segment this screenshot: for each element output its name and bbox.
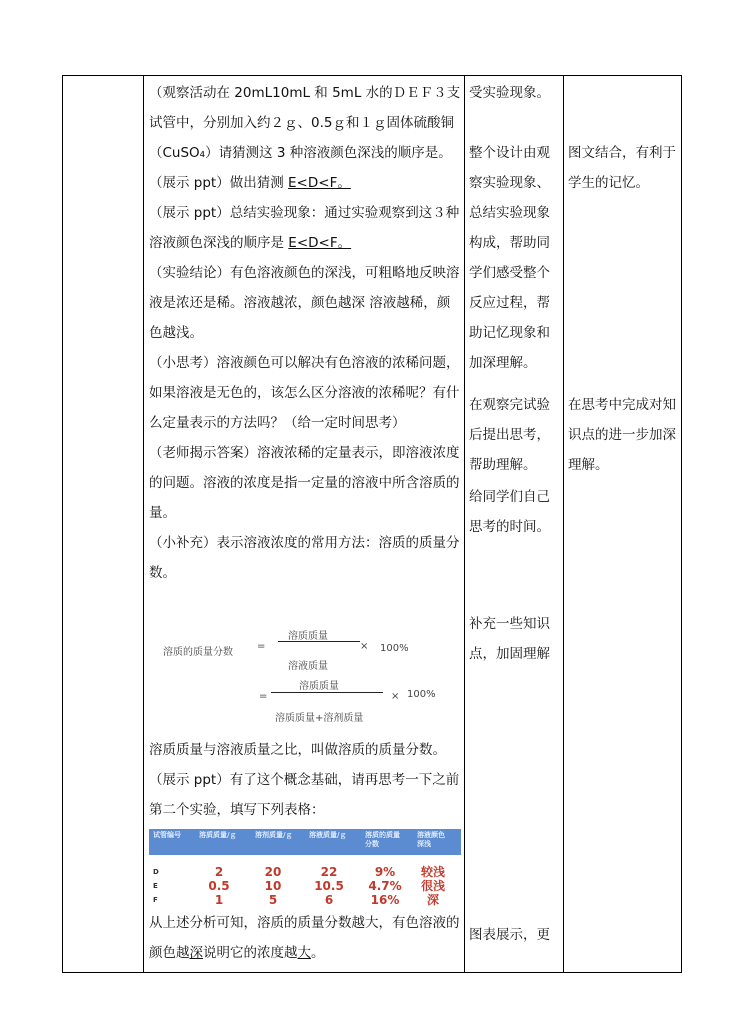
column-divider <box>563 76 564 972</box>
paragraph-observation: （观察活动在 20mL10mL 和 5mL 水的ＤＥＦ３支试管中，分别加入约２ｇ、0.5ｇ和１ｇ固体硫酸铜（CuSO₄）请猜测这 3 种溶液颜色深浅的顺序是。 <box>149 85 461 161</box>
paragraph-conclusion: （实验结论）有色溶液颜色的深浅，可粗略地反映溶液是浓还是稀。溶液越浓，颜色越深 溶液越稀，颜色越浅。 <box>149 265 460 341</box>
table-row: D 2 20 22 9% 较浅 <box>153 865 445 879</box>
student-note-3: 在观察完试验后提出思考，帮助理解。 <box>469 397 550 473</box>
student-note-2: 整个设计由观察实验现象、总结实验现象构成，帮助同学们感受整个反应过程，帮助记忆现象和加深理解。 <box>469 145 550 371</box>
column-divider <box>464 76 465 972</box>
fraction-bar <box>271 692 383 693</box>
fraction-bar <box>278 641 360 642</box>
paragraph-summary: （展示 ppt）总结实验现象：通过实验观察到这３种溶液颜色深浅的顺序是 E<D<F。 <box>149 205 460 251</box>
student-note-1: 受实验现象。 <box>469 85 550 101</box>
paragraph-definition: 溶质质量与溶液质量之比，叫做溶质的质量分数。 <box>149 742 446 758</box>
paragraph-supplement: （小补充）表示溶液浓度的常用方法：溶质的质量分数。 <box>149 535 460 581</box>
data-table-header: 试管编号 溶质质量/ｇ 溶剂质量/ｇ 溶液质量/ｇ 溶质的质量分数 溶液颜色深浅 <box>149 829 461 855</box>
student-note-6: 图表展示，更 <box>469 927 550 943</box>
intent-note-2: 在思考中完成对知识点的进一步加深理解。 <box>568 397 676 473</box>
concentration-data-table <box>149 829 461 907</box>
teacher-activity-column <box>149 78 463 588</box>
paragraph-guess: （展示 ppt）做出猜测 E<D<F。 <box>149 175 351 191</box>
paragraph-think: （小思考）溶液颜色可以解决有色溶液的浓稀问题，如果溶液是无色的，该怎么区分溶液的浓稀呢？有什么定量表示的方法吗？（给一定时间思考） <box>149 355 460 431</box>
table-row: F 1 5 6 16% 深 <box>153 893 439 907</box>
mass-fraction-formula: 溶质的质量分数 = 溶质质量 溶液质量 × 100% = 溶质质量 溶质质量+溶剂质量 × 100% <box>163 631 436 724</box>
student-note-4: 给同学们自己思考的时间。 <box>469 489 550 535</box>
summary-answer: E<D<F。 <box>288 235 352 251</box>
column-divider <box>143 76 144 972</box>
paragraph-answer: （老师揭示答案）溶液浓稀的定量表示，即溶液浓度的问题。溶液的浓度是指一定量的溶液中所含溶质的量。 <box>149 445 460 521</box>
paragraph-ppt-table: （展示 ppt）有了这个概念基础，请再思考一下之前第二个实验，填写下列表格： <box>149 772 460 818</box>
paragraph-analysis: 从上述分析可知，溶质的质量分数越大，有色溶液的颜色越深说明它的浓度越大。 <box>149 915 460 961</box>
lesson-table <box>62 75 682 973</box>
table-row: E 0.5 10 10.5 4.7% 很浅 <box>153 879 445 893</box>
student-note-5: 补充一些知识点，加固理解 <box>469 616 550 662</box>
teacher-activity-column-lower <box>149 735 463 825</box>
intent-note-1: 图文结合，有利于学生的记忆。 <box>568 145 676 191</box>
guess-answer: E<D<F。 <box>288 175 351 191</box>
